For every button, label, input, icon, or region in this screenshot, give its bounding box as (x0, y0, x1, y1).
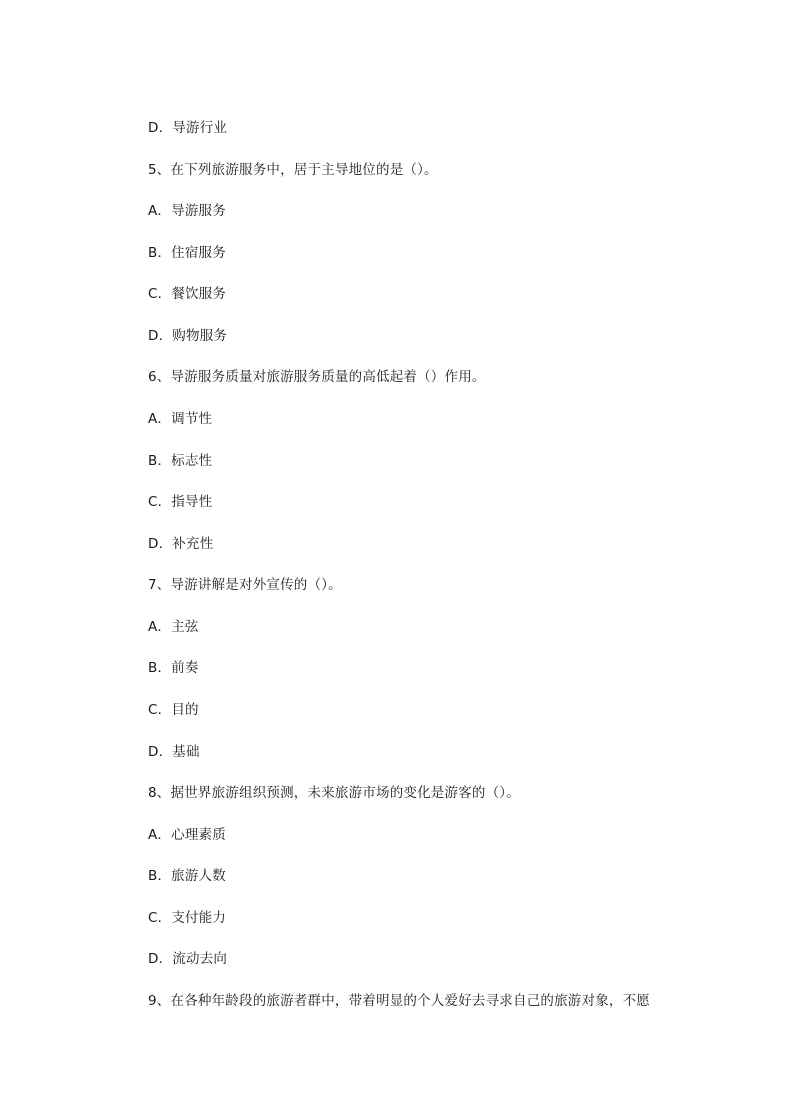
q7-option-c: C．目的 (148, 702, 199, 718)
question-5: 5、在下列旅游服务中，居于主导地位的是（）。 (148, 162, 438, 178)
q5-option-c: C．餐饮服务 (148, 286, 227, 302)
question-7: 7、导游讲解是对外宣传的（）。 (148, 577, 342, 593)
q8-option-d: D．流动去向 (148, 951, 228, 967)
q4-option-d: D．导游行业 (148, 120, 228, 136)
q8-option-c: C．支付能力 (148, 910, 227, 926)
q7-option-d: D．基础 (148, 744, 200, 760)
q7-option-b: B．前奏 (148, 660, 199, 676)
question-8: 8、据世界旅游组织预测，未来旅游市场的变化是游客的（）。 (148, 785, 520, 801)
q5-option-a: A．导游服务 (148, 203, 226, 219)
q6-option-a: A．调节性 (148, 411, 213, 427)
q5-option-d: D．购物服务 (148, 328, 228, 344)
question-9: 9、在各种年龄段的旅游者群中，带着明显的个人爱好去寻求自己的旅游对象，不愿 (148, 993, 650, 1009)
q6-option-c: C．指导性 (148, 494, 213, 510)
q7-option-a: A．主弦 (148, 619, 199, 635)
q6-option-b: B．标志性 (148, 453, 213, 469)
q8-option-b: B．旅游人数 (148, 868, 226, 884)
q6-option-d: D．补充性 (148, 536, 214, 552)
question-6: 6、导游服务质量对旅游服务质量的高低起着（）作用。 (148, 369, 486, 385)
q5-option-b: B．住宿服务 (148, 245, 226, 261)
q8-option-a: A．心理素质 (148, 827, 226, 843)
